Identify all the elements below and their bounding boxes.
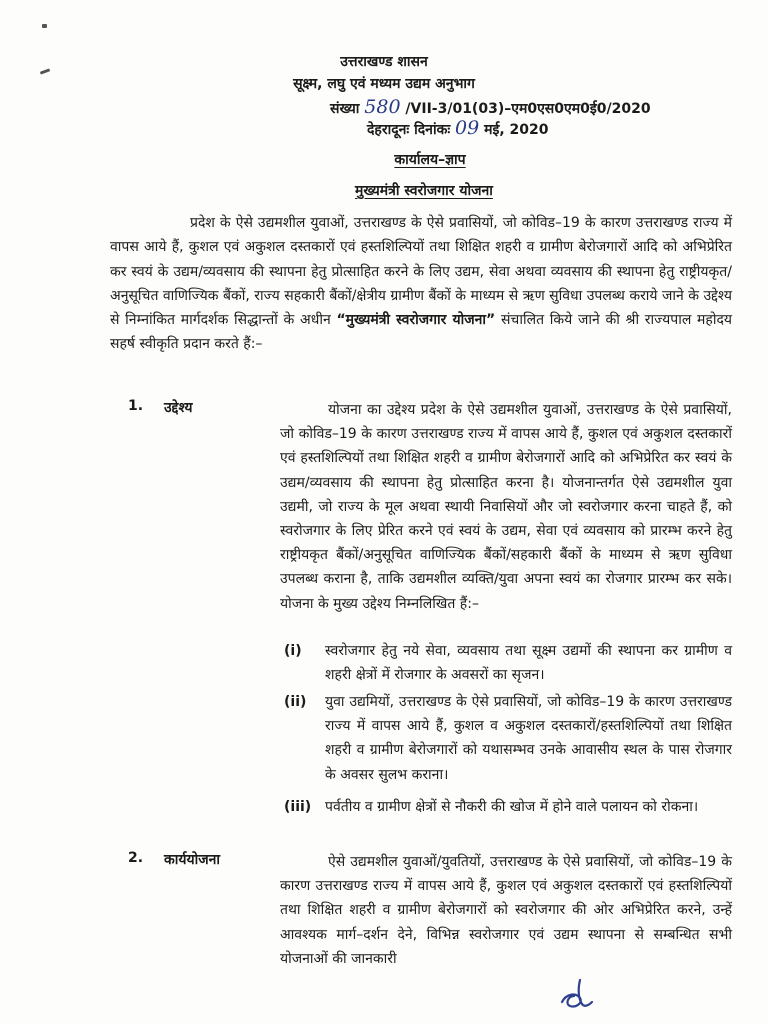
ref-number-handwritten: 580: [364, 96, 401, 118]
date-day-handwritten: 09: [455, 117, 480, 139]
list-item: [284, 795, 732, 819]
reference-number: [330, 96, 651, 118]
intro-paragraph: [110, 211, 732, 357]
intro-text: प्रदेश के ऐसे उद्यमशील युवाओं, उत्तराखण्ड के ऐसे प्रवासियों, जो कोविड–19 के कारण उत्तराखण्ड राज्य में वापस आये हैं, कुशल एवं अकुशल दस्तकारों एवं हस्तशिल्पियों तथा शिक्षित शहरी व ग्रामीण बेरोजगारों आदि को अभिप्रेरित कर स्वयं के उद्यम/व्यवसाय की स्थापना हेतु प्रोत्साहित करने के लिए उद्यम, सेवा अथवा व्यवसाय की स्थापना हेतु राष्ट्रीयकृत/अनुसूचित वाणिज्यिक बैंकों, राज्य सहकारी बैंकों/क्षेत्रीय ग्रामीण बैंकों के माध्यम से ऋण सुविधा उपलब्ध कराये जाने के उद्देश्य से निम्नांकित मार्गदर्शक सिद्धान्तों के अधीन: [110, 215, 732, 329]
doc-type: कार्यालय–ज्ञाप: [394, 152, 466, 168]
list-item-number: (i): [284, 643, 302, 659]
ref-suffix: /VII-3/01(03)–एम0एस0एम0ई0/2020: [405, 101, 651, 117]
list-item-number: (iii): [284, 799, 312, 815]
signature-initials-mark: [556, 972, 596, 1012]
date-suffix: मई, 2020: [484, 122, 549, 138]
section-number: 1.: [128, 398, 144, 414]
list-item-text: पर्वतीय व ग्रामीण क्षेत्रों से नौकरी की खोज में होने वाले पलायन को रोकना।: [325, 799, 699, 815]
date-prefix: देहरादूनः दिनांकः: [367, 122, 451, 138]
govt-name: उत्तराखण्ड शासन: [340, 54, 428, 70]
intro-text-end: संचालित किये जाने की श्री राज्यपाल महोदय सहर्ष स्वीकृति प्रदान करते हैं:–: [110, 312, 733, 353]
scheme-title: मुख्यमंत्री स्वरोजगार योजना: [355, 183, 493, 199]
section-heading: कार्ययोजना: [164, 852, 221, 868]
document-date: [367, 117, 549, 139]
list-item: [284, 639, 732, 687]
ref-prefix: संख्या: [330, 101, 360, 117]
intro-scheme-name: “मुख्यमंत्री स्वरोजगार योजना”: [336, 312, 496, 329]
list-item-text: स्वरोजगार हेतु नये सेवा, व्यवसाय तथा सूक्ष्म उद्यमों की स्थापना कर ग्रामीण व शहरी क्षेत्रों में रोजगार के अवसरों का सृजन।: [325, 643, 732, 684]
section-body: ऐसे उद्यमशील युवाओं/युवतियों, उत्तराखण्ड के ऐसे प्रवासियों, जो कोविड–19 के कारण उत्तराखण्ड राज्य में वापस आये हैं, कुशल एवं अकुशल दस्तकारों एवं हस्तशिल्पियों तथा शिक्षित शहरी व ग्रामीण बेरोजगारों को स्वरोजगार की ओर अभिप्रेरित करने, उन्हें आवश्यक मार्ग–दर्शन देने, विभिन्न स्वरोजगार एवं उद्यम स्थापना से सम्बन्धित सभी योजनाओं की जानकारी: [280, 854, 732, 967]
list-item-text: युवा उद्यमियों, उत्तराखण्ड के ऐसे प्रवासियों, जो कोविड–19 के कारण उत्तराखण्ड राज्य में वापस आये हैं, कुशल व अकुशल दस्तकारों/हस्तशिल्पियों तथा शिक्षित शहरी व ग्रामीण बेरोजगारों को यथासम्भव उनके आवासीय स्थल के पास रोजगार के अवसर सुलभ कराना।: [325, 694, 732, 783]
section-number: 2.: [128, 850, 144, 866]
list-item-number: (ii): [284, 694, 307, 710]
section-body: योजना का उद्देश्य प्रदेश के ऐसे उद्यमशील युवाओं, उत्तराखण्ड के ऐसे प्रवासियों, जो कोविड–19 के कारण उत्तराखण्ड राज्य में वापस आये हैं, कुशल एवं अकुशल दस्तकारों एवं हस्तशिल्पियों तथा शिक्षित शहरी व ग्रामीण बेरोजगारों आदि को अभिप्रेरित कर स्वयं के उद्यम/व्यवसाय की स्थापना हेतु प्रोत्साहित करना है। योजनान्तर्गत ऐसे उद्यमशील युवा उद्यमी, जो राज्य के मूल अथवा स्थायी निवासियों और जो स्वरोजगार करना चाहते हैं, को स्वरोजगार के लिए प्रेरित करने एवं स्वयं के उद्यम, सेवा एवं व्यवसाय को प्रारम्भ करने हेतु राष्ट्रीयकृत बैंकों/अनुसूचित वाणिज्यिक बैंकों/सहकारी बैंकों के माध्यम से ऋण सुविधा उपलब्ध कराना है, ताकि उद्यमशील व्यक्ति/युवा अपना स्वयं का रोजगार प्रारम्भ कर सके। योजना के मुख्य उद्देश्य निम्नलिखित हैं:–: [280, 402, 732, 612]
department-name: सूक्ष्म, लघु एवं मध्यम उद्यम अनुभाग: [293, 76, 475, 92]
list-item: [284, 690, 732, 787]
section-heading: उद्देश्य: [164, 400, 193, 416]
scan-mark: [42, 24, 47, 28]
